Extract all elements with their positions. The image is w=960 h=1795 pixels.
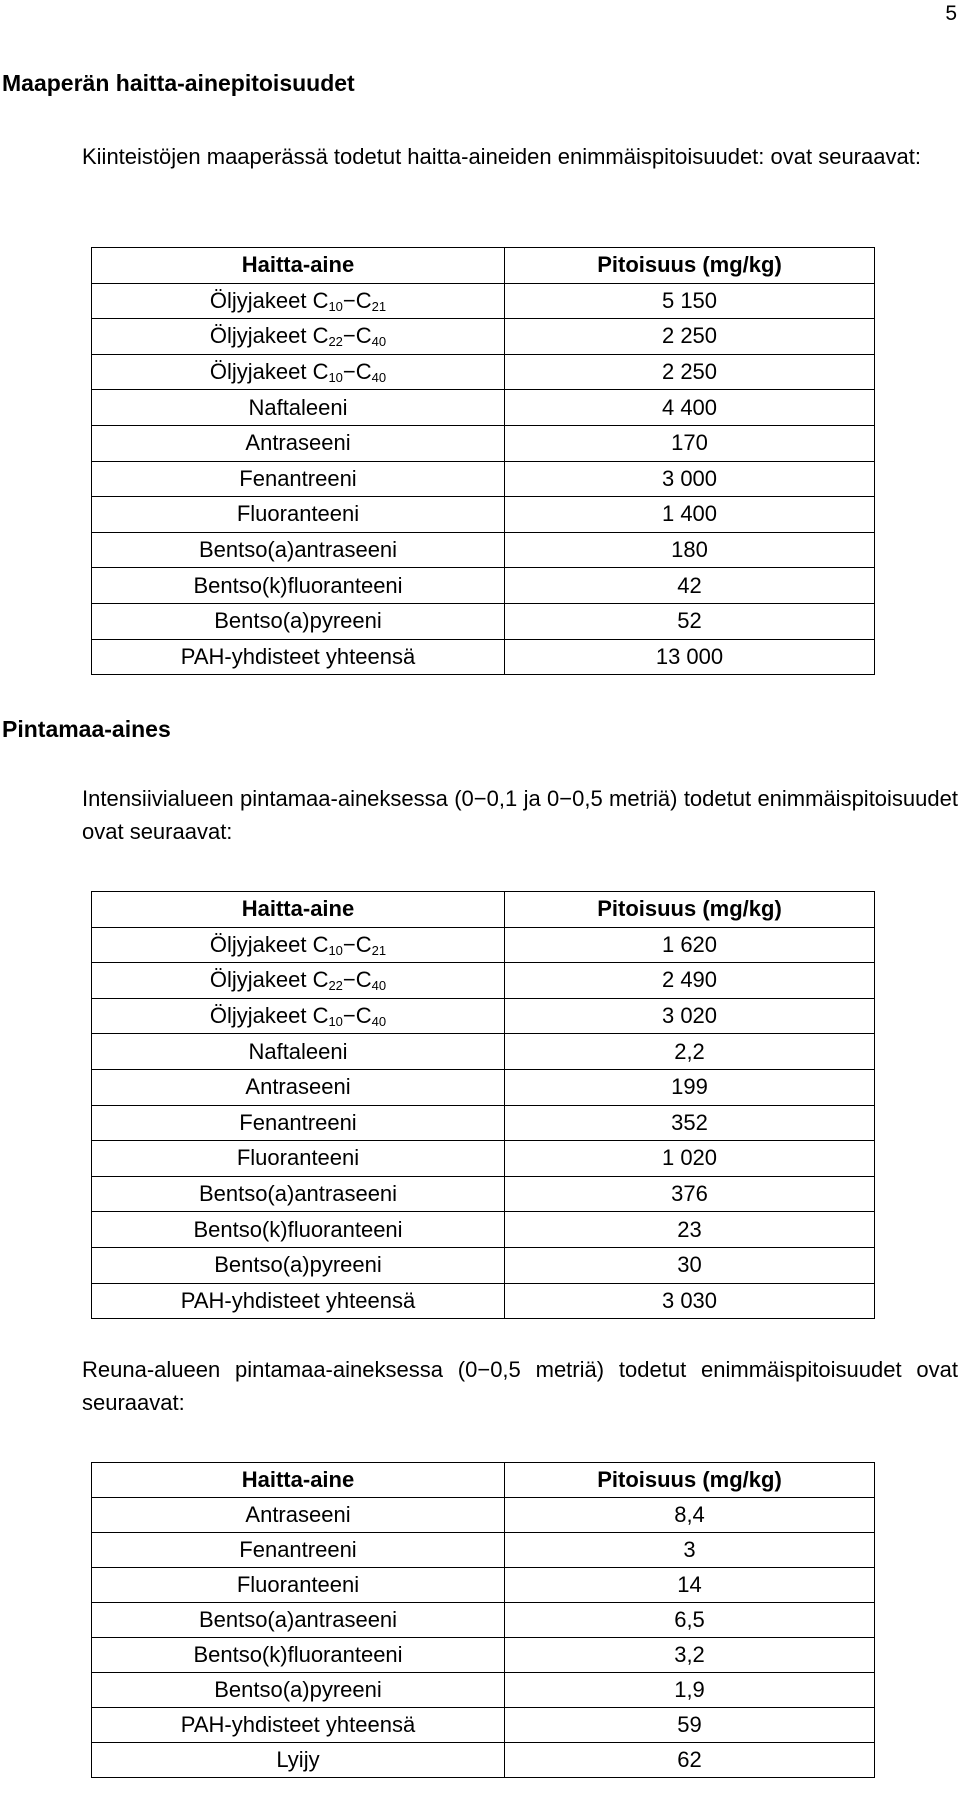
concentration-value: 13 000	[505, 639, 875, 675]
concentration-value: 199	[505, 1069, 875, 1105]
substance-name: PAH-yhdisteet yhteensä	[180, 1712, 416, 1737]
substance-name: Fenantreeni	[239, 1537, 357, 1562]
concentration-value: 3 020	[505, 998, 875, 1034]
table-row	[92, 1673, 875, 1708]
concentration-value: 376	[505, 1176, 875, 1212]
table-row	[92, 1603, 875, 1638]
substance-cell	[92, 1141, 505, 1177]
concentration-value: 14	[505, 1568, 875, 1603]
substance-name: Öljyjakeet C	[209, 967, 329, 993]
concentration-value: 30	[505, 1247, 875, 1283]
substance-name: Antraseeni	[245, 1502, 351, 1527]
substance-name: Fenantreeni	[239, 465, 357, 491]
concentration-value: 52	[505, 603, 875, 639]
substance-name: Bentso(a)antraseeni	[198, 1181, 398, 1207]
substance-name: Naftaleeni	[248, 394, 348, 420]
substance-cell	[92, 1247, 505, 1283]
concentration-value: 170	[505, 425, 875, 461]
substance-name: Naftaleeni	[248, 1038, 348, 1064]
substance-header: Haitta-aine	[92, 1463, 505, 1498]
substance-cell	[92, 639, 505, 675]
substance-cell	[92, 390, 505, 426]
concentration-header: Pitoisuus (mg/kg)	[505, 248, 875, 284]
concentration-value: 2 250	[505, 319, 875, 355]
table-row	[92, 1105, 875, 1141]
table-row	[92, 603, 875, 639]
carbon-subscript: 40	[371, 1014, 387, 1030]
substance-name: Bentso(a)pyreeni	[214, 608, 382, 634]
substance-name: PAH-yhdisteet yhteensä	[180, 1287, 416, 1313]
concentration-value: 62	[505, 1743, 875, 1778]
range-separator: −C	[342, 359, 372, 385]
concentration-value: 4 400	[505, 390, 875, 426]
substance-cell	[92, 1283, 505, 1319]
substance-name: Fluoranteeni	[236, 501, 360, 527]
substance-cell	[92, 603, 505, 639]
substance-name: Bentso(a)pyreeni	[214, 1677, 382, 1702]
substance-cell	[92, 1034, 505, 1070]
substance-name: Bentso(a)antraseeni	[198, 537, 398, 563]
table-row	[92, 1069, 875, 1105]
table-row	[92, 639, 875, 675]
concentration-value: 2 250	[505, 354, 875, 390]
substance-header: Haitta-aine	[92, 248, 505, 284]
range-separator: −C	[342, 323, 372, 349]
section-heading: Maaperän haitta-ainepitoisuudet	[2, 70, 355, 96]
substance-name: Fluoranteeni	[236, 1145, 360, 1171]
table-row	[92, 1743, 875, 1778]
property-soil-table	[91, 247, 875, 675]
range-separator: −C	[342, 931, 372, 957]
table-row	[92, 1638, 875, 1673]
carbon-subscript: 40	[371, 370, 387, 386]
table-row	[92, 963, 875, 999]
table-row	[92, 390, 875, 426]
substance-cell	[92, 1708, 505, 1743]
substance-cell	[92, 1568, 505, 1603]
substance-cell	[92, 1673, 505, 1708]
substance-cell	[92, 283, 505, 319]
concentration-value: 1 400	[505, 497, 875, 533]
range-separator: −C	[342, 967, 372, 993]
substance-cell	[92, 1498, 505, 1533]
intro-paragraph: Kiinteistöjen maaperässä todetut haitta-aineiden enimmäispitoisuudet: ovat seuraavat:	[82, 144, 921, 169]
substance-name: Öljyjakeet C	[209, 323, 329, 349]
table-row	[92, 1283, 875, 1319]
substance-name: Bentso(k)fluoranteeni	[193, 572, 403, 598]
substance-cell	[92, 1638, 505, 1673]
substance-cell	[92, 497, 505, 533]
substance-cell	[92, 461, 505, 497]
table-row	[92, 354, 875, 390]
intensive-area-table	[91, 891, 875, 1319]
concentration-value: 180	[505, 532, 875, 568]
substance-cell	[92, 1069, 505, 1105]
substance-name: Bentso(a)pyreeni	[214, 1252, 382, 1278]
carbon-subscript: 22	[328, 334, 343, 350]
page-number: 5	[945, 2, 957, 25]
table-row	[92, 1533, 875, 1568]
edge-area-table	[91, 1462, 875, 1778]
table-row	[92, 319, 875, 355]
substance-cell	[92, 927, 505, 963]
concentration-value: 59	[505, 1708, 875, 1743]
carbon-subscript: 22	[328, 978, 343, 994]
table-row	[92, 1212, 875, 1248]
substance-name: Antraseeni	[245, 430, 351, 456]
concentration-value: 8,4	[505, 1498, 875, 1533]
subsection-heading: Pintamaa-aines	[2, 716, 171, 742]
table-row	[92, 532, 875, 568]
table-row	[92, 998, 875, 1034]
carbon-subscript: 40	[371, 334, 387, 350]
concentration-header: Pitoisuus (mg/kg)	[505, 1463, 875, 1498]
table-row	[92, 283, 875, 319]
edge-area-paragraph: Reuna-alueen pintamaa-aineksessa (0−0,5 metriä) todetut enimmäispitoisuudet ovat seuraavat:	[82, 1357, 958, 1415]
concentration-value: 5 150	[505, 283, 875, 319]
concentration-value: 3 000	[505, 461, 875, 497]
substance-cell	[92, 532, 505, 568]
substance-cell	[92, 1533, 505, 1568]
substance-cell	[92, 998, 505, 1034]
table-row	[92, 425, 875, 461]
substance-header: Haitta-aine	[92, 892, 505, 928]
substance-name: Fenantreeni	[239, 1109, 357, 1135]
carbon-subscript: 10	[328, 942, 343, 958]
concentration-value: 2,2	[505, 1034, 875, 1070]
concentration-value: 3,2	[505, 1638, 875, 1673]
substance-name: Öljyjakeet C	[209, 1003, 329, 1029]
substance-name: Öljyjakeet C	[209, 287, 329, 313]
table-header-row	[92, 248, 875, 284]
substance-name: Bentso(a)antraseeni	[198, 1607, 398, 1632]
carbon-subscript: 10	[328, 1014, 343, 1030]
concentration-value: 6,5	[505, 1603, 875, 1638]
table-row	[92, 497, 875, 533]
table-header-row	[92, 1463, 875, 1498]
substance-name: Antraseeni	[245, 1074, 351, 1100]
substance-cell	[92, 1603, 505, 1638]
table-row	[92, 568, 875, 604]
intensive-area-paragraph: Intensiivialueen pintamaa-aineksessa (0−0,1 ja 0−0,5 metriä) todetut enimmäispitoisuudet ovat seuraavat:	[82, 786, 958, 844]
concentration-value: 23	[505, 1212, 875, 1248]
substance-cell	[92, 568, 505, 604]
substance-name: Öljyjakeet C	[209, 931, 329, 957]
concentration-value: 1 020	[505, 1141, 875, 1177]
table-row	[92, 1141, 875, 1177]
range-separator: −C	[342, 1003, 372, 1029]
substance-cell	[92, 1743, 505, 1778]
substance-name: Fluoranteeni	[236, 1572, 360, 1597]
substance-cell	[92, 1212, 505, 1248]
substance-cell	[92, 425, 505, 461]
carbon-subscript: 21	[371, 942, 387, 958]
concentration-value: 2 490	[505, 963, 875, 999]
concentration-value: 42	[505, 568, 875, 604]
table-row	[92, 927, 875, 963]
carbon-subscript: 40	[371, 978, 387, 994]
concentration-value: 1,9	[505, 1673, 875, 1708]
table-row	[92, 1568, 875, 1603]
table-row	[92, 1176, 875, 1212]
carbon-subscript: 10	[328, 298, 343, 314]
substance-name: Bentso(k)fluoranteeni	[193, 1642, 403, 1667]
substance-cell	[92, 319, 505, 355]
substance-cell	[92, 354, 505, 390]
substance-cell	[92, 963, 505, 999]
concentration-header: Pitoisuus (mg/kg)	[505, 892, 875, 928]
substance-cell	[92, 1176, 505, 1212]
table-row	[92, 1247, 875, 1283]
table-row	[92, 1034, 875, 1070]
substance-name: Öljyjakeet C	[209, 359, 329, 385]
substance-name: Lyijy	[276, 1747, 320, 1772]
table-row	[92, 1498, 875, 1533]
concentration-value: 3	[505, 1533, 875, 1568]
concentration-value: 352	[505, 1105, 875, 1141]
substance-name: PAH-yhdisteet yhteensä	[180, 643, 416, 669]
table-row	[92, 461, 875, 497]
table-row	[92, 1708, 875, 1743]
range-separator: −C	[342, 287, 372, 313]
carbon-subscript: 21	[371, 298, 387, 314]
table-header-row	[92, 892, 875, 928]
substance-cell	[92, 1105, 505, 1141]
substance-name: Bentso(k)fluoranteeni	[193, 1216, 403, 1242]
concentration-value: 1 620	[505, 927, 875, 963]
concentration-value: 3 030	[505, 1283, 875, 1319]
carbon-subscript: 10	[328, 370, 343, 386]
